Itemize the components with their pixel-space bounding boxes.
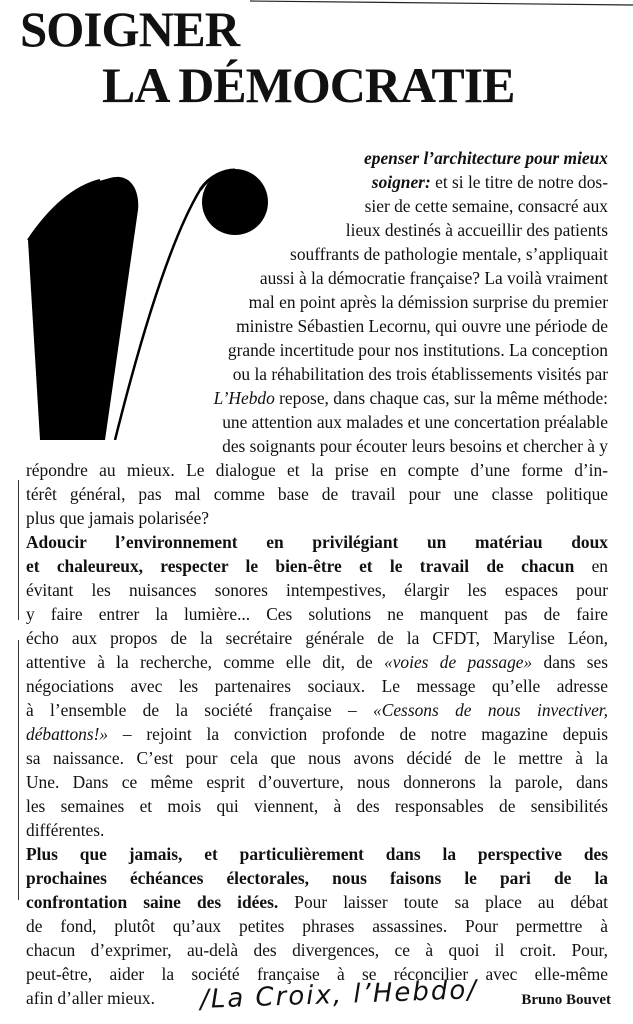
text: repose, dans chaque cas, sur la même méthode: (274, 388, 608, 408)
intro-line: mal en point après la démission surprise du premier (248, 292, 608, 312)
quote: débattons!» (26, 724, 109, 744)
intro-line (372, 170, 608, 194)
intro-line (214, 386, 608, 410)
para2-line: Une. Dans ce même esprit d’ouverture, nous donnerons la parole, dans (26, 772, 608, 792)
author-signature: Bruno Bouvet (521, 992, 611, 1008)
intro-line: ministre Sébastien Lecornu, qui ouvre une période de (236, 316, 608, 336)
bold-text: confrontation saine des idées. (26, 892, 279, 912)
text: Pour laisser toute sa place au débat (278, 892, 608, 912)
quote: «voies de passage» (384, 652, 533, 672)
intro-line (364, 146, 608, 170)
para3-line: prochaines échéances électorales, nous faisons le pari de la (26, 868, 608, 888)
headline-line-1: SOIGNER (20, 1, 240, 57)
margin-rule (18, 640, 19, 900)
intro-line: grande incertitude pour nos institutions. La conception (227, 340, 608, 360)
para2-line: Adoucir l’environnement en privilégiant un matériau doux (26, 532, 608, 552)
scan-edge-line (250, 0, 633, 6)
para2-line: sa naissance. C’est pour cela que nous avons décidé de le mettre à la (26, 748, 608, 768)
para2-line: négociations avec les partenaires sociaux. Le message qu’elle adresse (26, 676, 608, 696)
para2-line: écho aux propos de la secrétaire générale de la CFDT, Marylise Léon, (26, 628, 608, 648)
para2-line (26, 554, 608, 578)
para3-line: peut-être, aider la société française à se réconcilier avec elle-même (26, 964, 608, 984)
para2-line (26, 698, 608, 722)
intro-line: plus que jamais polarisée? (26, 508, 210, 528)
bold-text: et chaleureux, respecter le bien-être et le travail de chacun (26, 556, 575, 576)
text: à l’ensemble de la société française – (26, 700, 374, 720)
intro-line: des soignants pour écouter leurs besoins et chercher à y (222, 436, 608, 456)
intro-line: aussi à la démocratie française? La voilà vraiment (259, 268, 608, 288)
text: dans ses (532, 652, 609, 672)
para2-line: les semaines et mois qui viennent, à des responsables de sensibilités (26, 796, 608, 816)
para2-line: y faire entrer la lumière... Ces solutions ne manquent pas de faire (26, 604, 608, 624)
handwritten-annotation: /La Croix, l’Hebdo/ (199, 975, 479, 1015)
intro-line: lieux destinés à accueillir des patients (345, 220, 608, 240)
intro-line: une attention aux malades et une concertation préalable (222, 412, 608, 432)
magazine-name: L’Hebdo (213, 388, 275, 408)
lead-in-bold: epenser l’architecture pour mieux (364, 148, 608, 168)
para3-line (26, 890, 608, 914)
text: attentive à la recherche, comme elle dit, de (26, 652, 385, 672)
margin-rule (18, 480, 19, 620)
intro-line: ou la réhabilitation des trois établissements visités par (232, 364, 608, 384)
quote: «Cessons de nous invectiver, (373, 700, 608, 720)
para2-line (26, 722, 608, 746)
para2-line: différentes. (26, 820, 105, 840)
intro-line: térêt général, pas mal comme base de travail pour une classe politique (26, 484, 608, 504)
headline-line-2: LA DÉMOCRATIE (102, 57, 515, 113)
text: et si le titre de notre dos- (430, 172, 608, 192)
para3-line: de fond, plutôt qu’aux petites phrases assassines. Pour permettre à (26, 916, 608, 936)
lead-in-bold: soigner: (371, 172, 431, 192)
text: – rejoint la conviction profonde de notre magazine depuis (108, 724, 608, 744)
text: en (574, 556, 608, 576)
intro-line: répondre au mieux. Le dialogue et la prise en compte d’une forme d’in- (26, 460, 608, 480)
para3-line: chacun d’exprimer, au-delà des divergences, ce à quoi il croit. Pour, (26, 940, 608, 960)
para2-line (26, 650, 608, 674)
intro-line: sier de cette semaine, consacré aux (364, 196, 608, 216)
para3-line: Plus que jamais, et particulièrement dans la perspective des (26, 844, 608, 864)
para2-line: évitant les nuisances sonores intempestives, élargir les espaces pour (26, 580, 608, 600)
intro-line: souffrants de pathologie mentale, s’appliquait (290, 244, 608, 264)
para3-line: afin d’aller mieux. (26, 988, 155, 1008)
